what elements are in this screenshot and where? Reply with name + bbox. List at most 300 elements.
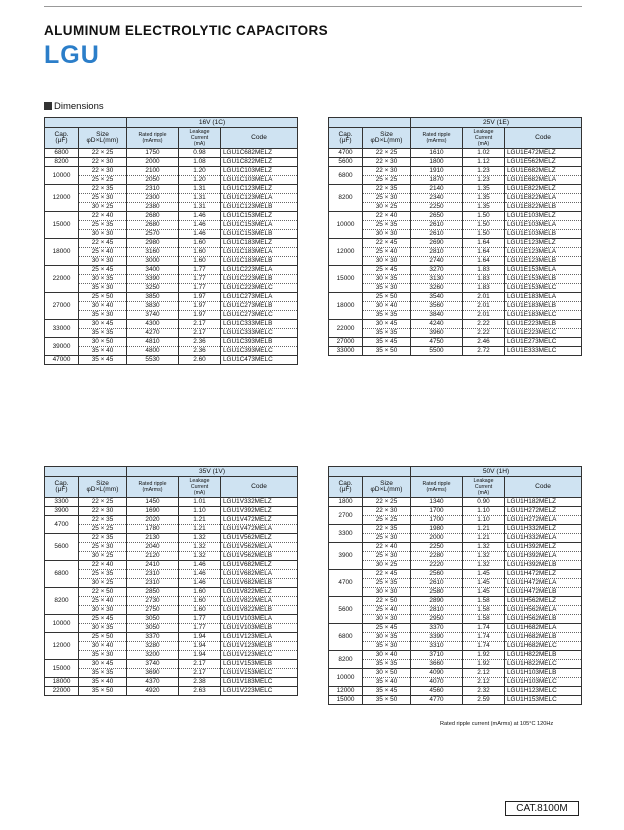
col-leakage-line: Current (190, 135, 209, 141)
size-cell: 25 × 30 (363, 552, 411, 561)
table-25v (328, 117, 582, 356)
code-cell: LGU1E822MELA (505, 194, 582, 203)
col-leakage (463, 477, 505, 498)
col-cap-line: Cap. (54, 131, 69, 138)
code-cell: LGU1V472MELZ (221, 516, 298, 525)
voltage-row (329, 118, 582, 128)
series-name: LGU (44, 41, 100, 69)
ripple-cell: 2950 (411, 615, 463, 624)
code-cell: LGU1E123MELA (505, 248, 582, 257)
size-cell: 30 × 25 (79, 203, 127, 212)
col-cap (45, 477, 79, 498)
leakage-cell: 1.46 (179, 561, 221, 570)
ripple-cell: 2850 (127, 588, 179, 597)
capacitance-cell: 8200 (329, 185, 363, 212)
ripple-cell: 2740 (411, 257, 463, 266)
table-row (329, 606, 582, 615)
code-cell: LGU1H682MELC (505, 642, 582, 651)
code-cell: LGU1C103MELZ (221, 167, 298, 176)
table-row (45, 615, 298, 624)
table-row (45, 284, 298, 293)
table-row (45, 678, 298, 687)
ripple-cell: 2020 (127, 516, 179, 525)
size-cell: 22 × 25 (79, 149, 127, 158)
col-ripple-line: (mArms) (142, 138, 163, 144)
code-cell: LGU1V682MELZ (221, 561, 298, 570)
voltage-label: 50V (1H) (411, 467, 582, 477)
size-cell: 35 × 45 (363, 338, 411, 347)
leakage-cell: 2.22 (463, 320, 505, 329)
ripple-cell: 2120 (127, 552, 179, 561)
table-row (45, 347, 298, 356)
code-cell: LGU1H562MELZ (505, 597, 582, 606)
size-cell: 25 × 40 (79, 597, 127, 606)
code-cell: LGU1E822MELB (505, 203, 582, 212)
table-row (329, 696, 582, 705)
code-cell: LGU1H332MELZ (505, 525, 582, 534)
code-cell: LGU1E183MELA (505, 293, 582, 302)
leakage-cell: 2.17 (179, 660, 221, 669)
header-spacer (329, 118, 411, 128)
code-cell: LGU1V153MELC (221, 669, 298, 678)
table-row (329, 597, 582, 606)
size-cell: 25 × 30 (363, 194, 411, 203)
capacitance-cell: 10000 (45, 615, 79, 633)
ripple-cell: 4770 (411, 696, 463, 705)
section-heading-text: Dimensions (54, 101, 104, 112)
code-cell: LGU1V103MELA (221, 615, 298, 624)
table-row (45, 516, 298, 525)
code-cell: LGU1E103MELA (505, 221, 582, 230)
ripple-cell: 3710 (411, 651, 463, 660)
size-cell: 22 × 40 (79, 561, 127, 570)
ripple-cell: 2560 (411, 570, 463, 579)
ripple-cell: 2050 (127, 176, 179, 185)
ripple-cell: 3250 (127, 284, 179, 293)
header-spacer (45, 118, 127, 128)
code-cell: LGU1H392MELB (505, 561, 582, 570)
size-cell: 30 × 25 (79, 552, 127, 561)
code-cell: LGU1V822MELZ (221, 588, 298, 597)
leakage-cell: 1.97 (179, 311, 221, 320)
col-cap-line: (μF) (55, 137, 68, 144)
leakage-cell: 1.77 (179, 615, 221, 624)
size-cell: 35 × 50 (79, 687, 127, 696)
leakage-cell: 1.77 (179, 266, 221, 275)
code-cell: LGU1C123MELZ (221, 185, 298, 194)
code-cell: LGU1E822MELZ (505, 185, 582, 194)
size-cell: 25 × 45 (363, 624, 411, 633)
col-cap (45, 128, 79, 149)
table-row (329, 230, 582, 239)
table-row (329, 543, 582, 552)
ripple-cell: 3200 (127, 651, 179, 660)
leakage-cell: 1.10 (463, 516, 505, 525)
col-code-line: Code (251, 134, 267, 141)
leakage-cell: 2.60 (179, 356, 221, 365)
col-size-line: Size (380, 480, 393, 487)
code-cell: LGU1E153MELB (505, 275, 582, 284)
ripple-cell: 2250 (411, 543, 463, 552)
col-ripple-line: (mArms) (426, 138, 447, 144)
leakage-cell: 1.97 (179, 302, 221, 311)
code-cell: LGU1H472MELA (505, 579, 582, 588)
table-row (329, 212, 582, 221)
table-row (329, 624, 582, 633)
leakage-cell: 1.77 (179, 284, 221, 293)
code-cell: LGU1C273MELB (221, 302, 298, 311)
ripple-cell: 2310 (127, 579, 179, 588)
capacitance-cell: 5600 (329, 158, 363, 167)
ripple-cell: 4270 (127, 329, 179, 338)
size-cell: 35 × 45 (79, 356, 127, 365)
size-cell: 30 × 25 (363, 561, 411, 570)
page-title: ALUMINUM ELECTROLYTIC CAPACITORS (44, 23, 329, 38)
code-cell: LGU1C682MELZ (221, 149, 298, 158)
size-cell: 30 × 40 (363, 302, 411, 311)
leakage-cell: 1.77 (179, 275, 221, 284)
leakage-cell: 1.31 (179, 194, 221, 203)
capacitance-cell: 1800 (329, 498, 363, 507)
ripple-cell: 4070 (411, 678, 463, 687)
capacitance-cell: 15000 (329, 266, 363, 293)
size-cell: 35 × 40 (79, 347, 127, 356)
col-leakage-line: Current (474, 484, 493, 490)
ripple-cell: 2310 (127, 185, 179, 194)
header-spacer (329, 467, 411, 477)
table-row (329, 534, 582, 543)
table-row (45, 561, 298, 570)
ripple-cell: 3160 (127, 248, 179, 257)
ripple-cell: 2300 (127, 194, 179, 203)
leakage-cell: 1.58 (463, 606, 505, 615)
table-row (45, 588, 298, 597)
capacitance-cell: 10000 (329, 212, 363, 239)
code-cell: LGU1V123MELA (221, 633, 298, 642)
table-row (45, 687, 298, 696)
ripple-cell: 3960 (411, 329, 463, 338)
leakage-cell: 1.94 (179, 633, 221, 642)
leakage-cell: 1.74 (463, 633, 505, 642)
table-row (45, 320, 298, 329)
ripple-cell: 2140 (411, 185, 463, 194)
size-cell: 35 × 35 (363, 329, 411, 338)
leakage-cell: 1.77 (179, 624, 221, 633)
voltage-label: 25V (1E) (411, 118, 582, 128)
capacitance-cell: 6800 (45, 149, 79, 158)
leakage-cell: 1.35 (463, 203, 505, 212)
leakage-cell: 2.17 (179, 320, 221, 329)
size-cell: 25 × 35 (363, 579, 411, 588)
leakage-cell: 1.92 (463, 660, 505, 669)
table-row (329, 257, 582, 266)
table-body (45, 149, 298, 365)
capacitance-cell: 18000 (45, 678, 79, 687)
size-cell: 30 × 40 (79, 302, 127, 311)
col-leakage-line: Leakage (189, 129, 210, 135)
col-leakage (179, 128, 221, 149)
code-cell: LGU1C153MELB (221, 230, 298, 239)
leakage-cell: 1.08 (179, 158, 221, 167)
table-row (329, 615, 582, 624)
leakage-cell: 1.94 (179, 651, 221, 660)
ripple-cell: 2610 (411, 230, 463, 239)
col-code (221, 477, 298, 498)
size-cell: 30 × 30 (79, 230, 127, 239)
code-cell: LGU1H332MELA (505, 534, 582, 543)
ripple-cell: 3050 (127, 615, 179, 624)
col-ripple-line: Rated ripple (138, 481, 167, 487)
code-cell: LGU1C183MELB (221, 257, 298, 266)
footnote: Rated ripple current (mArms) at 105°C 120Hz (440, 721, 554, 727)
code-cell: LGU1C223MELB (221, 275, 298, 284)
code-cell: LGU1V332MELZ (221, 498, 298, 507)
leakage-cell: 1.60 (179, 588, 221, 597)
code-cell: LGU1C273MELA (221, 293, 298, 302)
size-cell: 22 × 30 (79, 158, 127, 167)
catalog-number: CAT.8100M (505, 801, 579, 816)
size-cell: 22 × 35 (79, 185, 127, 194)
leakage-cell: 1.23 (463, 167, 505, 176)
table-row (329, 507, 582, 516)
ripple-cell: 2220 (411, 561, 463, 570)
size-cell: 35 × 30 (79, 651, 127, 660)
ripple-cell: 3850 (127, 293, 179, 302)
leakage-cell: 1.23 (463, 176, 505, 185)
table-row (329, 651, 582, 660)
leakage-cell: 2.12 (463, 678, 505, 687)
code-cell: LGU1V822MELB (221, 606, 298, 615)
size-cell: 22 × 40 (79, 212, 127, 221)
code-cell: LGU1E123MELZ (505, 239, 582, 248)
size-cell: 35 × 30 (363, 642, 411, 651)
size-cell: 30 × 45 (363, 320, 411, 329)
table-row (329, 525, 582, 534)
ripple-cell: 3540 (411, 293, 463, 302)
ripple-cell: 2650 (411, 212, 463, 221)
leakage-cell: 1.10 (179, 507, 221, 516)
table-row (329, 284, 582, 293)
ripple-cell: 3310 (411, 642, 463, 651)
size-cell: 30 × 45 (79, 660, 127, 669)
ripple-cell: 2730 (127, 597, 179, 606)
size-cell: 22 × 40 (363, 543, 411, 552)
code-cell: LGU1H562MELB (505, 615, 582, 624)
col-leakage-line: Leakage (189, 478, 210, 484)
col-cap (329, 128, 363, 149)
leakage-cell: 1.58 (463, 615, 505, 624)
size-cell: 25 × 25 (79, 525, 127, 534)
col-cap (329, 477, 363, 498)
size-cell: 22 × 30 (79, 507, 127, 516)
leakage-cell: 1.32 (179, 543, 221, 552)
table-row (45, 176, 298, 185)
ripple-cell: 4750 (411, 338, 463, 347)
leakage-cell: 2.32 (463, 687, 505, 696)
col-size-line: Size (96, 131, 109, 138)
leakage-cell: 1.46 (179, 570, 221, 579)
table-row (45, 158, 298, 167)
table-50v (328, 466, 582, 705)
voltage-row (45, 467, 298, 477)
ripple-cell: 1870 (411, 176, 463, 185)
code-cell: LGU1E223MELC (505, 329, 582, 338)
ripple-cell: 1690 (127, 507, 179, 516)
leakage-cell: 1.74 (463, 624, 505, 633)
ripple-cell: 2610 (411, 221, 463, 230)
ripple-cell: 3740 (127, 311, 179, 320)
code-cell: LGU1C822MELZ (221, 158, 298, 167)
col-cap-line: (μF) (339, 486, 352, 493)
code-cell: LGU1C273MELC (221, 311, 298, 320)
capacitance-cell: 8200 (45, 588, 79, 615)
ripple-cell: 3690 (127, 669, 179, 678)
square-bullet-icon (44, 102, 52, 110)
leakage-cell: 1.60 (179, 257, 221, 266)
col-cap-line: (μF) (55, 486, 68, 493)
leakage-cell: 1.92 (463, 651, 505, 660)
table-row (329, 642, 582, 651)
table-row (329, 167, 582, 176)
size-cell: 30 × 35 (79, 275, 127, 284)
size-cell: 25 × 50 (79, 633, 127, 642)
ripple-cell: 3390 (127, 275, 179, 284)
leakage-cell: 2.17 (179, 329, 221, 338)
table-body (45, 498, 298, 696)
size-cell: 35 × 30 (79, 311, 127, 320)
ripple-cell: 3270 (411, 266, 463, 275)
capacitance-cell: 15000 (45, 212, 79, 239)
table-row (45, 257, 298, 266)
capacitance-cell: 2700 (329, 507, 363, 525)
table-row (45, 275, 298, 284)
size-cell: 22 × 50 (363, 597, 411, 606)
capacitance-cell: 3900 (329, 543, 363, 570)
table-row (329, 185, 582, 194)
ripple-cell: 2680 (127, 212, 179, 221)
size-cell: 25 × 50 (363, 293, 411, 302)
size-cell: 30 × 50 (79, 338, 127, 347)
col-code (505, 477, 582, 498)
capacitance-cell: 33000 (329, 347, 363, 356)
size-cell: 25 × 30 (79, 194, 127, 203)
leakage-cell: 2.17 (179, 669, 221, 678)
code-cell: LGU1H103MELC (505, 678, 582, 687)
table-row (45, 221, 298, 230)
top-rule (44, 6, 582, 7)
col-leakage-line: (mA) (477, 490, 490, 496)
col-leakage-line: Current (190, 484, 209, 490)
table-row (329, 266, 582, 275)
leakage-cell: 1.60 (179, 597, 221, 606)
table-row (45, 597, 298, 606)
leakage-cell: 1.74 (463, 642, 505, 651)
table-row (45, 579, 298, 588)
ripple-cell: 2040 (127, 543, 179, 552)
ripple-cell: 3830 (127, 302, 179, 311)
ripple-cell: 3400 (127, 266, 179, 275)
code-cell: LGU1H272MELZ (505, 507, 582, 516)
col-code (505, 128, 582, 149)
leakage-cell: 2.22 (463, 329, 505, 338)
code-cell: LGU1C153MELA (221, 221, 298, 230)
table-row (329, 678, 582, 687)
col-cap-line: Cap. (54, 480, 69, 487)
code-cell: LGU1H182MELZ (505, 498, 582, 507)
leakage-cell: 1.83 (463, 275, 505, 284)
code-cell: LGU1V682MELB (221, 579, 298, 588)
code-cell: LGU1V682MELA (221, 570, 298, 579)
ripple-cell: 2570 (127, 230, 179, 239)
code-cell: LGU1C473MELC (221, 356, 298, 365)
code-cell: LGU1H822MELB (505, 651, 582, 660)
col-ripple-line: Rated ripple (138, 132, 167, 138)
code-cell: LGU1H123MELC (505, 687, 582, 696)
size-cell: 25 × 35 (363, 221, 411, 230)
ripple-cell: 3130 (411, 275, 463, 284)
table-row (45, 552, 298, 561)
capacitance-cell: 15000 (329, 696, 363, 705)
col-leakage (463, 128, 505, 149)
table-row (45, 167, 298, 176)
leakage-cell: 1.46 (179, 212, 221, 221)
code-cell: LGU1E153MELC (505, 284, 582, 293)
table-row (329, 221, 582, 230)
leakage-cell: 2.01 (463, 311, 505, 320)
code-cell: LGU1C183MELZ (221, 239, 298, 248)
capacitance-cell: 12000 (329, 687, 363, 696)
capacitance-cell: 6800 (329, 167, 363, 185)
leakage-cell: 0.98 (179, 149, 221, 158)
table-row (45, 302, 298, 311)
size-cell: 22 × 45 (363, 570, 411, 579)
col-leakage-line: Current (474, 135, 493, 141)
code-cell: LGU1H472MELZ (505, 570, 582, 579)
table-row (45, 212, 298, 221)
ripple-cell: 2610 (411, 579, 463, 588)
table-row (45, 230, 298, 239)
code-cell: LGU1C393MELB (221, 338, 298, 347)
size-cell: 30 × 35 (363, 633, 411, 642)
leakage-cell: 1.60 (179, 239, 221, 248)
table-row (45, 194, 298, 203)
ripple-cell: 4240 (411, 320, 463, 329)
ripple-cell: 2380 (127, 203, 179, 212)
col-leakage (179, 477, 221, 498)
table-row (329, 687, 582, 696)
leakage-cell: 1.64 (463, 248, 505, 257)
table-row (45, 624, 298, 633)
table-row (45, 525, 298, 534)
leakage-cell: 1.83 (463, 284, 505, 293)
size-cell: 25 × 45 (79, 266, 127, 275)
capacitance-cell: 10000 (45, 167, 79, 185)
leakage-cell: 1.35 (463, 185, 505, 194)
leakage-cell: 1.45 (463, 570, 505, 579)
capacitance-cell: 3900 (45, 507, 79, 516)
size-cell: 30 × 40 (79, 642, 127, 651)
code-cell: LGU1V562MELA (221, 543, 298, 552)
table-row (329, 203, 582, 212)
code-cell: LGU1V103MELB (221, 624, 298, 633)
table-row (329, 498, 582, 507)
leakage-cell: 1.64 (463, 257, 505, 266)
code-cell: LGU1C123MELA (221, 194, 298, 203)
size-cell: 35 × 40 (363, 678, 411, 687)
leakage-cell: 1.58 (463, 597, 505, 606)
size-cell: 22 × 35 (363, 525, 411, 534)
leakage-cell: 1.45 (463, 588, 505, 597)
